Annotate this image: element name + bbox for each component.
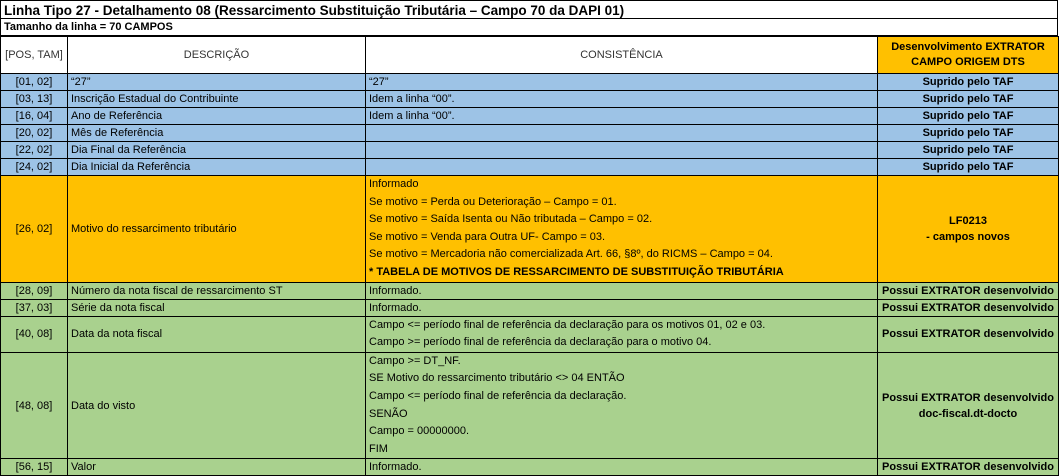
description-cell: Número da nota fiscal de ressarcimento ST	[68, 282, 366, 299]
consistency-line: Campo >= período final de referência da declaração para o motivo 04.	[369, 336, 712, 349]
development-cell: Suprido pelo TAF	[878, 142, 1059, 159]
consistency-line: SE Motivo do ressarcimento tributário <> 04 ENTÃO	[369, 372, 625, 385]
consistency-line: Informado	[369, 178, 419, 190]
description-cell: Data do visto	[68, 352, 366, 459]
consistency-line: Se motivo = Venda para Outra UF- Campo = 03.	[369, 230, 606, 243]
table-row	[1, 91, 1059, 108]
consistency-cell: Idem a linha “00”.	[366, 108, 878, 125]
table-row	[1, 125, 1059, 142]
pos-cell: [22, 02]	[1, 142, 68, 159]
consistency-cell: “27”	[366, 74, 878, 91]
consistency-line: Campo >= DT_NF.	[369, 354, 461, 367]
pos-cell: [01, 02]	[1, 74, 68, 91]
consistency-line: FIM	[369, 442, 388, 455]
consistency-cell: Informado.	[366, 299, 878, 316]
development-cell: Suprido pelo TAF	[878, 91, 1059, 108]
header-description: DESCRIÇÃO	[68, 37, 366, 74]
table-row	[1, 282, 1059, 299]
consistency-line: Campo = 00000000.	[369, 425, 469, 438]
table-row	[1, 159, 1059, 176]
sheet-title: Linha Tipo 27 - Detalhamento 08 (Ressarcimento Substituição Tributária – Campo 70 da DAPI 01)	[0, 0, 1058, 19]
development-cell	[878, 176, 1059, 283]
consistency-cell	[366, 316, 878, 352]
development-cell: Suprido pelo TAF	[878, 159, 1059, 176]
line-size-label: Tamanho da linha = 70 CAMPOS	[0, 19, 1058, 36]
consistency-cell: Idem a linha “00”.	[366, 91, 878, 108]
development-cell: Suprido pelo TAF	[878, 108, 1059, 125]
development-cell: Possui EXTRATOR desenvolvido	[878, 299, 1059, 316]
header-development-line2: CAMPO ORIGEM DTS	[911, 56, 1025, 68]
development-line: doc-fiscal.dt-docto	[918, 407, 1018, 420]
table-row	[1, 142, 1059, 159]
development-cell: Suprido pelo TAF	[878, 125, 1059, 142]
description-cell: Motivo do ressarcimento tributário	[68, 176, 366, 283]
consistency-line: Se motivo = Perda ou Deterioração – Campo = 01.	[369, 195, 617, 208]
layout-table	[0, 36, 1059, 476]
consistency-line: Campo <= período final de referência da declaração.	[369, 389, 627, 402]
consistency-line: * TABELA DE MOTIVOS DE RESSARCIMENTO DE SUBSTITUIÇÃO TRIBUTÁRIA	[369, 265, 784, 278]
consistency-line: Campo <= período final de referência da declaração para os motivos 01, 02 e 03.	[369, 318, 766, 331]
description-cell: Série da nota fiscal	[68, 299, 366, 316]
pos-cell: [16, 04]	[1, 108, 68, 125]
table-row	[1, 459, 1059, 476]
description-cell: Ano de Referência	[68, 108, 366, 125]
consistency-cell	[366, 352, 878, 459]
pos-cell: [03, 13]	[1, 91, 68, 108]
development-cell	[878, 352, 1059, 459]
development-line: Possui EXTRATOR desenvolvido	[882, 391, 1054, 404]
pos-cell: [56, 15]	[1, 459, 68, 476]
pos-cell: [28, 09]	[1, 282, 68, 299]
description-cell: “27”	[68, 74, 366, 91]
development-cell: Possui EXTRATOR desenvolvido	[878, 459, 1059, 476]
pos-cell: [40, 08]	[1, 316, 68, 352]
consistency-line: Se motivo = Mercadoria não comercializada Art. 66, §8º, do RICMS – Campo = 04.	[369, 248, 773, 261]
header-consistency: CONSISTÊNCIA	[366, 37, 878, 74]
consistency-cell	[366, 142, 878, 159]
description-cell: Dia Inicial da Referência	[68, 159, 366, 176]
table-row	[1, 108, 1059, 125]
table-row	[1, 176, 1059, 283]
table-row	[1, 316, 1059, 352]
development-cell: Suprido pelo TAF	[878, 74, 1059, 91]
table-row	[1, 352, 1059, 459]
pos-cell: [24, 02]	[1, 159, 68, 176]
header-development	[878, 37, 1059, 74]
consistency-line: SENÃO	[369, 407, 408, 420]
description-cell: Mês de Referência	[68, 125, 366, 142]
consistency-cell: Informado.	[366, 459, 878, 476]
consistency-cell	[366, 176, 878, 283]
header-pos: [POS, TAM]	[1, 37, 68, 74]
consistency-cell	[366, 125, 878, 142]
development-line: LF0213	[949, 214, 987, 227]
description-cell: Data da nota fiscal	[68, 316, 366, 352]
development-cell: Possui EXTRATOR desenvolvido	[878, 316, 1059, 352]
pos-cell: [20, 02]	[1, 125, 68, 142]
table-row	[1, 74, 1059, 91]
header-development-line1: Desenvolvimento EXTRATOR	[891, 41, 1045, 53]
development-line: - campos novos	[926, 230, 1010, 243]
description-cell: Dia Final da Referência	[68, 142, 366, 159]
consistency-line: Se motivo = Saída Isenta ou Não tributada – Campo = 02.	[369, 213, 653, 226]
description-cell: Inscrição Estadual do Contribuinte	[68, 91, 366, 108]
pos-cell: [48, 08]	[1, 352, 68, 459]
consistency-cell	[366, 159, 878, 176]
pos-cell: [37, 03]	[1, 299, 68, 316]
table-row	[1, 299, 1059, 316]
description-cell: Valor	[68, 459, 366, 476]
header-row	[1, 37, 1059, 74]
pos-cell: [26, 02]	[1, 176, 68, 283]
development-cell: Possui EXTRATOR desenvolvido	[878, 282, 1059, 299]
consistency-cell: Informado.	[366, 282, 878, 299]
